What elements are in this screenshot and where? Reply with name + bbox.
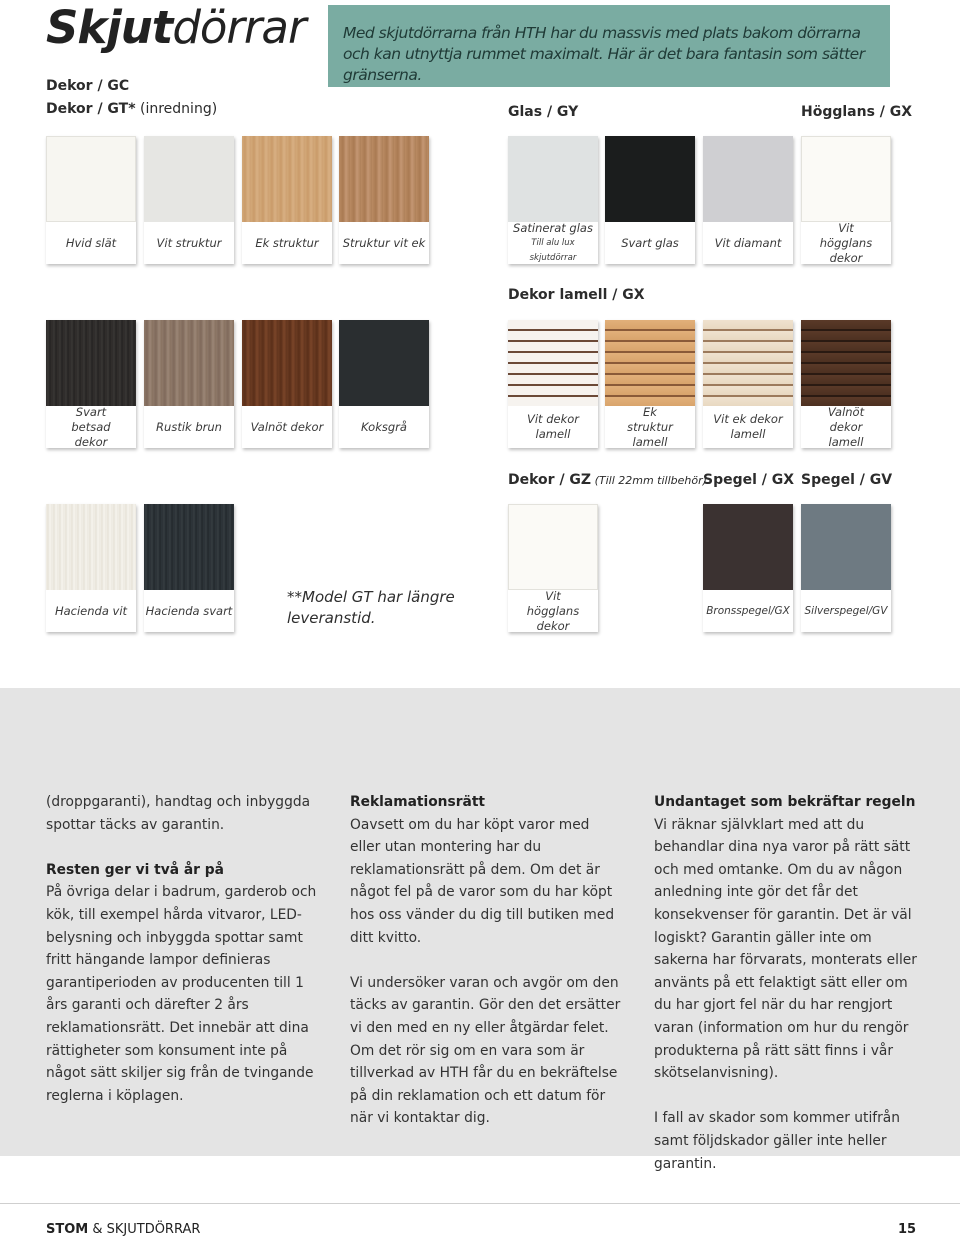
col2-heading: Reklamationsrätt bbox=[350, 794, 486, 810]
swatch-image bbox=[801, 504, 891, 590]
col2-para1: Oavsett om du har köpt varor med eller utan montering har du reklamationsrätt på dem. Om det är något fel på de varor som du har köpt hos oss vänder du dig till butiken med ditt kvitto. bbox=[350, 816, 615, 946]
page-number: 15 bbox=[898, 1222, 917, 1237]
swatch-vit-ek-dekor-lamell[interactable] bbox=[703, 320, 793, 448]
swatch-ek-struktur[interactable] bbox=[242, 136, 332, 264]
swatch-svart-glas[interactable] bbox=[605, 136, 695, 264]
swatch-caption: Vit högglans dekor bbox=[526, 588, 580, 633]
footer-divider bbox=[0, 1203, 960, 1204]
footer-bold: STOM bbox=[46, 1222, 89, 1237]
text-column-3 bbox=[654, 791, 920, 1175]
swatch-caption: Silverspegel/GV bbox=[804, 604, 888, 617]
swatch-image bbox=[508, 136, 598, 222]
swatch-valnot-dekor[interactable] bbox=[242, 320, 332, 448]
swatch-hacienda-vit[interactable] bbox=[46, 504, 136, 632]
swatch-vit-dekor-lamell[interactable] bbox=[508, 320, 598, 448]
swatch-image bbox=[605, 136, 695, 222]
swatch-bronsspegel[interactable] bbox=[703, 504, 793, 632]
swatch-ek-struktur-lamell[interactable] bbox=[605, 320, 695, 448]
label-spegel-gx: Spegel / GX bbox=[703, 472, 795, 488]
col3-heading: Undantaget som bekräftar regeln bbox=[654, 794, 916, 810]
label-dekor-gt bbox=[46, 101, 217, 117]
label-glas-gy: Glas / GY bbox=[508, 104, 579, 120]
swatch-image bbox=[339, 320, 429, 406]
swatch-koksgra[interactable] bbox=[339, 320, 429, 448]
swatch-image bbox=[605, 320, 695, 406]
swatch-valnot-dekor-lamell[interactable] bbox=[801, 320, 891, 448]
swatch-caption: Hacienda vit bbox=[54, 603, 128, 618]
label-dekor-gc: Dekor / GC bbox=[46, 78, 130, 94]
swatch-caption: Vit ek dekor lamell bbox=[713, 412, 783, 441]
text-column-1 bbox=[46, 791, 318, 1107]
swatch-caption: Valnöt dekor lamell bbox=[827, 404, 865, 449]
swatch-rustik-brun[interactable] bbox=[144, 320, 234, 448]
intro-text: Med skjutdörrarna från HTH har du massvis med plats bakom dörrarna och kan utnyttja rummet maximalt. Här är det bara fantasin som sätter gränserna. bbox=[343, 24, 865, 84]
swatch-silverspegel[interactable] bbox=[801, 504, 891, 632]
swatch-caption: Rustik brun bbox=[156, 419, 222, 434]
swatch-satinerat-glas[interactable] bbox=[508, 136, 598, 264]
swatch-caption bbox=[508, 222, 598, 264]
swatch-image bbox=[46, 504, 136, 590]
swatch-vit-hogglans-dekor-gz[interactable] bbox=[508, 504, 598, 632]
swatch-struktur-vit-ek[interactable] bbox=[339, 136, 429, 264]
note-text: **Model GT har längre leveranstid. bbox=[287, 588, 455, 627]
swatch-image bbox=[703, 504, 793, 590]
title-light: dörrar bbox=[172, 1, 306, 54]
swatch-caption: Bronsspegel/GX bbox=[706, 604, 790, 617]
col1-heading: Resten ger vi två år på bbox=[46, 861, 224, 878]
swatch-vit-diamant[interactable] bbox=[703, 136, 793, 264]
swatch-caption: Hvid slät bbox=[65, 235, 117, 250]
swatch-hacienda-svart[interactable] bbox=[144, 504, 234, 632]
label-dekor-lamell: Dekor lamell / GX bbox=[508, 287, 645, 303]
label-hogglans-gx: Högglans / GX bbox=[801, 104, 913, 120]
label-dekor-gz bbox=[508, 472, 707, 488]
model-gt-note bbox=[287, 587, 467, 629]
swatch-image bbox=[703, 320, 793, 406]
swatch-caption: Vit dekor lamell bbox=[526, 412, 580, 441]
text-column-2 bbox=[350, 791, 622, 1130]
col3-para1: Vi räknar självklart med att du behandlar dina nya varor på rätt sätt och med omtanke. Om du av någon anledning inte gör det får det konsekvenser för garantin. Det är väl logiskt? Garantin gäller inte om sakerna har förvarats, monterats eller använts på ett felaktigt sätt eller om du har gjort fel när du har rengjort varan (information om hur du rengör produkterna på rätt sätt finns i vår skötselanvisning). bbox=[654, 816, 917, 1082]
caption-main: Satinerat glas bbox=[513, 220, 593, 235]
col2-para2: Vi undersöker varan och avgör om den täcks av garantin. Gör den det ersätter vi den med en ny eller åtgärdar felet. Om det rör sig om en vara som är tillverkad av HTH får du en bekräftelse på din reklamation och ett datum för när vi kontaktar dig. bbox=[350, 974, 621, 1127]
page-title bbox=[46, 2, 306, 54]
swatch-caption: Valnöt dekor bbox=[250, 419, 324, 434]
swatch-image bbox=[801, 136, 891, 222]
intro-banner bbox=[328, 5, 890, 87]
label-spegel-gv: Spegel / GV bbox=[801, 472, 893, 488]
col1-para1: (droppgaranti), handtag och inbyggda spottar täcks av garantin. bbox=[46, 794, 311, 833]
swatch-image bbox=[703, 136, 793, 222]
swatch-svart-betsad-dekor[interactable] bbox=[46, 320, 136, 448]
caption-sub: Till alu lux skjutdörrar bbox=[529, 237, 577, 263]
swatch-caption: Ek struktur bbox=[255, 235, 319, 250]
swatch-caption: Svart betsad dekor bbox=[71, 404, 111, 449]
label-gz-main: Dekor / GZ bbox=[508, 472, 592, 488]
swatch-caption: Vit högglans dekor bbox=[819, 220, 873, 265]
swatch-caption: Koksgrå bbox=[361, 419, 407, 434]
swatch-caption: Ek struktur lamell bbox=[627, 404, 673, 449]
swatch-hvid-slat[interactable] bbox=[46, 136, 136, 264]
swatch-caption: Vit diamant bbox=[714, 235, 782, 250]
swatch-image bbox=[144, 320, 234, 406]
swatch-image bbox=[801, 320, 891, 406]
col1-para2: På övriga delar i badrum, garderob och kök, till exempel hårda vitvaror, LED-belysning och inbyggda spottar samt fritt hängande lampor definieras garantiperioden av producenten till 1 års garanti och därefter 2 års reklamationsrätt. Det innebär att dina rättigheter som konsument inte på något sätt skiljer sig från de tvingande reglerna i köplagen. bbox=[46, 884, 317, 1104]
swatch-image bbox=[144, 136, 234, 222]
col3-para2: I fall av skador som kommer utifrån samt följdskador gäller inte heller garantin. bbox=[654, 1110, 901, 1172]
swatch-image bbox=[508, 504, 598, 590]
swatch-vit-hogglans-dekor[interactable] bbox=[801, 136, 891, 264]
swatch-caption: Vit struktur bbox=[156, 235, 222, 250]
swatch-vit-struktur[interactable] bbox=[144, 136, 234, 264]
swatch-image bbox=[339, 136, 429, 222]
swatch-image bbox=[242, 320, 332, 406]
swatch-image bbox=[46, 136, 136, 222]
swatch-image bbox=[508, 320, 598, 406]
swatch-image bbox=[46, 320, 136, 406]
swatch-caption: Hacienda svart bbox=[145, 603, 233, 618]
swatch-caption: Struktur vit ek bbox=[342, 235, 426, 250]
label-gt-suffix: (inredning) bbox=[135, 101, 218, 117]
footer-rest: & SKJUTDÖRRAR bbox=[88, 1222, 201, 1237]
label-gz-note: (Till 22mm tillbehör) bbox=[591, 474, 707, 487]
swatch-image bbox=[242, 136, 332, 222]
swatch-caption: Svart glas bbox=[621, 235, 679, 250]
label-gt-main: Dekor / GT* bbox=[46, 101, 136, 117]
swatch-image bbox=[144, 504, 234, 590]
title-bold: Skjut bbox=[46, 1, 173, 54]
footer-section-title bbox=[46, 1222, 200, 1237]
